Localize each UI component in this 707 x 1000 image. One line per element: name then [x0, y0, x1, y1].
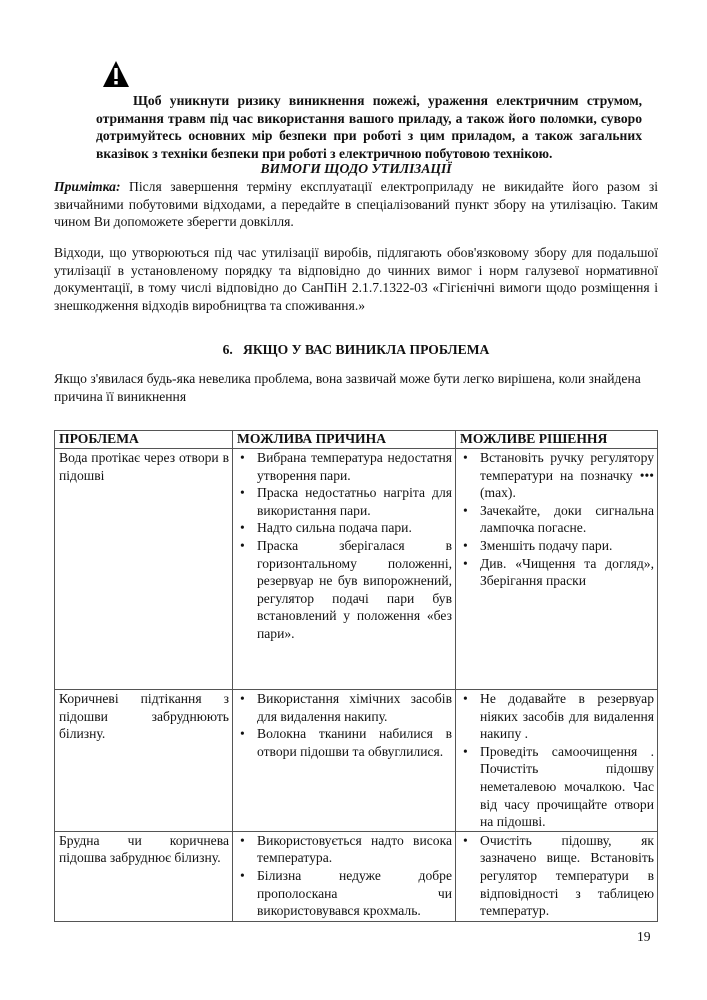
disposal-title: ВИМОГИ ЩОДО УТИЛІЗАЦІЇ: [260, 161, 452, 176]
table-row: [55, 690, 658, 832]
header-cause: МОЖЛИВА ПРИЧИНА: [233, 431, 456, 449]
troubleshooting-table: [54, 430, 658, 922]
problem-cell: Брудна чи коричнева підошва забруднює білизну.: [55, 831, 233, 921]
solution-item: • Зачекайте, доки сигнальна лампочка погасне.: [460, 502, 654, 537]
cause-item: • Використовується надто висока температура.: [237, 832, 452, 867]
warning-triangle-icon: [102, 60, 130, 88]
header-solution: МОЖЛИВЕ РІШЕННЯ: [456, 431, 658, 449]
problem-cell: Вода протікає через отвори в підошві: [55, 449, 233, 690]
cause-cell: [233, 831, 456, 921]
solution-cell: [456, 831, 658, 921]
safety-warning: Щоб уникнути ризику виникнення пожежі, ураження електричним струмом, отримання травм під час використання вашого приладу, а також його поломки, суворо дотримуйтесь основних мір безпеки при роботі з цим приладом, а також загальних вказівок з техніки безпеки при роботі з електричною побутовою технікою.: [96, 93, 642, 161]
table-row: [55, 449, 658, 690]
solution-cell: [456, 690, 658, 832]
solution-item: • Проведіть самоочищення . Почистіть підошву неметалевою мочалкою. Час від часу прочищайте отвори на підошві.: [460, 743, 654, 831]
cause-cell: [233, 690, 456, 832]
note-label: Примітка:: [54, 179, 121, 194]
solution-item: • Див. «Чищення та догляд», Зберігання праски: [460, 555, 654, 590]
table-header-row: [55, 431, 658, 449]
solution-item: • Встановіть ручку регулятору температури на позначку ••• (max).: [460, 449, 654, 502]
cause-item: • Праска недостатньо нагріта для використання пари.: [237, 484, 452, 519]
cause-cell: [233, 449, 456, 690]
disposal-note: [54, 178, 658, 231]
solution-item: • Зменшіть подачу пари.: [460, 537, 654, 555]
cause-item: • Волокна тканини набилися в отвори підошви та обвуглилися.: [237, 725, 452, 760]
waste-paragraph: Відходи, що утворюються під час утилізації виробів, підлягають обов'язковому збору для подальшої утилізації в установленому порядку та відповідно до чинних вимог і норм галузевої нормативної документації, в тому числі відповідно до СанПіН 2.1.7.1322-03 «Гігієнічні вимоги щодо розміщення і знешкодження відходів виробництва та споживання.»: [54, 245, 658, 313]
solution-cell: [456, 449, 658, 690]
page-number: 19: [637, 929, 651, 944]
solution-item: • Очистіть підошву, як зазначено вище. Встановіть регулятор температури в відповідності з таблицею температур.: [460, 832, 654, 920]
table-row: [55, 831, 658, 921]
section-title: 6. ЯКЩО У ВАС ВИНИКЛА ПРОБЛЕМА: [222, 342, 490, 357]
solution-item: • Не додавайте в резервуар ніяких засобів для видалення накипу .: [460, 690, 654, 743]
cause-item: • Використання хімічних засобів для видалення накипу.: [237, 690, 452, 725]
cause-item: • Вибрана температура недостатня утворення пари.: [237, 449, 452, 484]
header-problem: ПРОБЛЕМА: [55, 431, 233, 449]
section-intro: Якщо з'явилася будь-яка невелика проблема, вона зазвичай може бути легко вирішена, коли знайдена причина її виникнення: [54, 371, 641, 404]
cause-item: • Праска зберігалася в горизонтальному положенні, резервуар не був випорожнений, регулятор подачі пари був встановлений у положення «без пари».: [237, 537, 452, 643]
note-text: Після завершення терміну експлуатації електроприладу не викидайте його разом зі звичайними побутовими відходами, а передайте в спеціалізований пункт збору на утилізацію. Таким чином Ви допоможете зберегти довкілля.: [54, 179, 658, 230]
cause-item: • Білизна недуже добре прополоскана чи використовувався крохмаль.: [237, 867, 452, 920]
problem-cell: Коричневі підтікання з підошви забруднюють білизну.: [55, 690, 233, 832]
cause-item: • Надто сильна подача пари.: [237, 519, 452, 537]
